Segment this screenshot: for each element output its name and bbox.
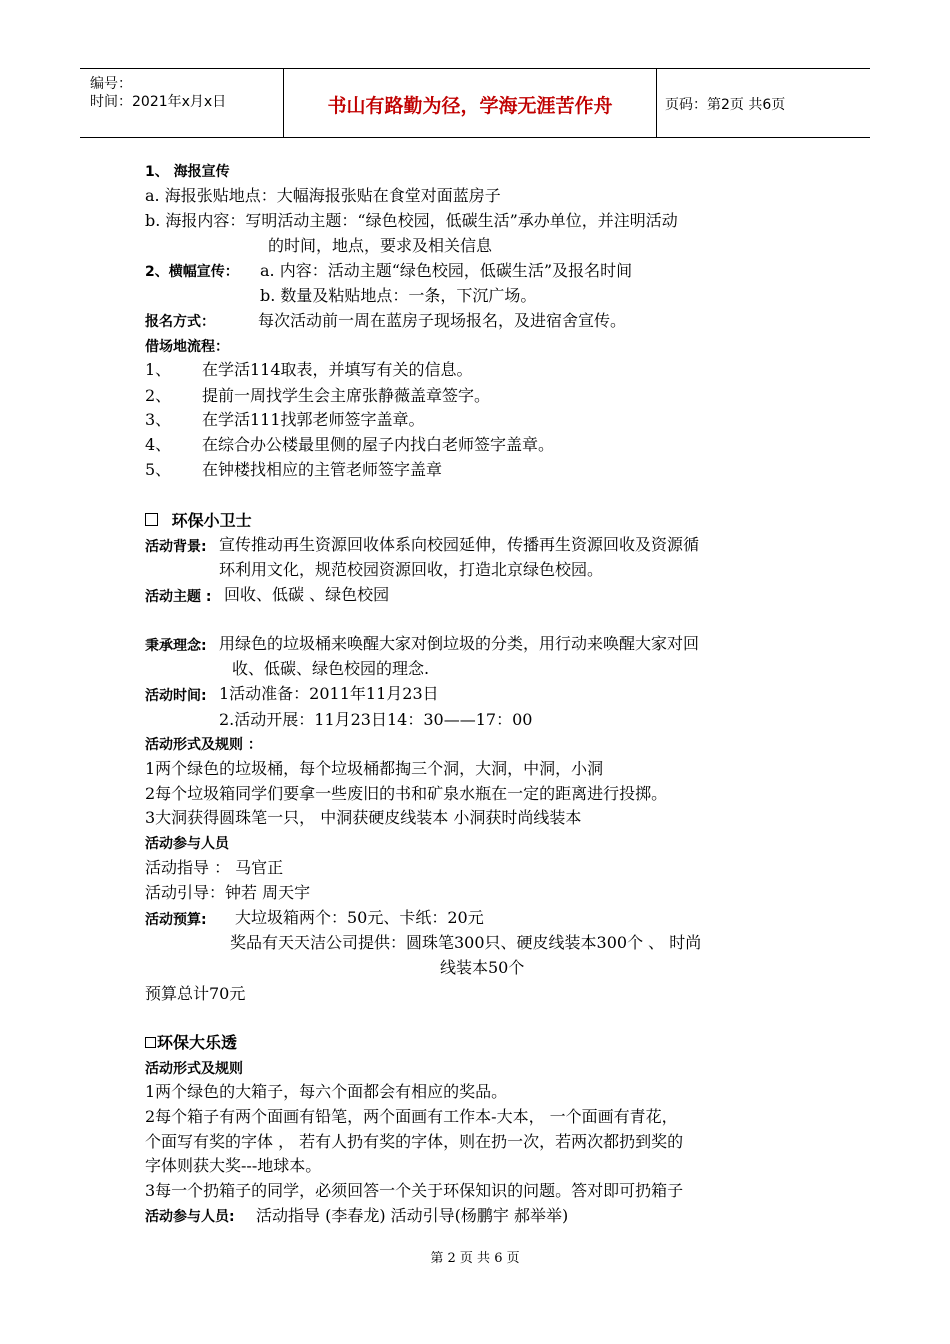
step-num: 5、 (145, 460, 172, 479)
theme-label: 活动主题 : (145, 589, 212, 605)
step-num: 3、 (145, 410, 172, 429)
theme-text: 回收、低碳 、绿色校园 (224, 585, 390, 604)
rule-item: 1两个绿色的垃圾桶，每个垃圾桶都掏三个洞，大洞，中洞，小洞 (145, 759, 604, 778)
rule-item: 2每个垃圾箱同学们要拿一些废旧的书和矿泉水瓶在一定的距离进行投掷。 (145, 784, 668, 803)
page-footer: 第 2 页 共 6 页 (430, 1251, 520, 1266)
time-label: 时间：2021年x月x日 (90, 94, 227, 110)
step-text: 在学活111找郭老师签字盖章。 (202, 410, 425, 429)
header-meta-cell (80, 69, 284, 137)
idea-line2: 收、低碳、绿色校园的理念. (232, 659, 430, 678)
lotto-rules-label: 活动形式及规则 (145, 1061, 243, 1077)
motto: 书山有路勤为径，学海无涯苦作舟 (327, 95, 613, 117)
section3-title (145, 1033, 237, 1053)
section2-title-text: 环保小卫士 (171, 511, 252, 530)
background-line2: 环利用文化，规范校园资源回收，打造北京绿色校园。 (219, 560, 604, 579)
header-motto-cell (284, 69, 657, 137)
time-label: 活动时间: (145, 688, 207, 704)
number-label: 编号： (90, 76, 132, 92)
page-info: 页码：第2页 共6页 (665, 97, 786, 113)
header-page-cell (657, 69, 870, 137)
background-label: 活动背景: (145, 539, 207, 555)
prize-line2: 线装本50个 (440, 958, 525, 977)
step-text: 在钟楼找相应的主管老师签字盖章 (202, 460, 443, 479)
lotto-rule-2-line2: 个面写有奖的字体 ， 若有人扔有奖的字体，则在扔一次，若两次都扔到奖的 (145, 1132, 684, 1151)
banner-b: b. 数量及粘贴地点：一条，下沉广场。 (260, 286, 537, 305)
checkbox-square-icon (145, 513, 158, 526)
signup-text: 每次活动前一周在蓝房子现场报名，及进宿舍宣传。 (258, 311, 627, 330)
budget-label: 活动预算: (145, 912, 207, 928)
time-line2: 2.活动开展：11月23日14：30——17：00 (219, 710, 533, 729)
idea-label: 秉承理念: (145, 638, 207, 654)
lotto-rule-3: 3每一个扔箱子的同学，必须回答一个关于环保知识的问题。答对即可扔箱子 (145, 1181, 684, 1200)
poster-b-line2: 的时间，地点，要求及相关信息 (268, 236, 493, 255)
people-label: 活动参与人员 (145, 836, 229, 852)
signup-label: 报名方式： (145, 314, 215, 330)
time-line1: 1活动准备：2011年11月23日 (219, 684, 439, 703)
page-header (80, 68, 870, 138)
poster-b-line1: b. 海报内容：写明活动主题：“绿色校园，低碳生活”承办单位，并注明活动 (145, 211, 678, 230)
lotto-rule-2-line3: 字体则获大奖---地球本。 (145, 1156, 322, 1175)
step-text: 提前一周找学生会主席张静薇盖章签字。 (202, 386, 491, 405)
banner-label: 2、横幅宣传： (145, 264, 239, 280)
section2-title (145, 511, 252, 531)
checkbox-square-icon (145, 1037, 156, 1048)
step-text: 在学活114取表，并填写有关的信息。 (202, 360, 473, 379)
poster-title: 1、 海报宣传 (145, 164, 230, 180)
budget-total: 预算总计70元 (145, 984, 246, 1003)
step-num: 4、 (145, 435, 172, 454)
lead-line: 活动引导：钟若 周天宇 (145, 883, 311, 902)
idea-line1: 用绿色的垃圾桶来唤醒大家对倒垃圾的分类，用行动来唤醒大家对回 (219, 634, 700, 653)
lotto-people-text: 活动指导 (李春龙) 活动引导(杨鹏宇 郝举举) (256, 1206, 569, 1225)
venue-label: 借场地流程： (145, 339, 229, 355)
budget-text: 大垃圾箱两个：50元、卡纸：20元 (235, 908, 484, 927)
poster-a: a. 海报张贴地点：大幅海报张贴在食堂对面蓝房子 (145, 186, 501, 205)
lotto-people-label: 活动参与人员: (145, 1209, 235, 1225)
lotto-rule-2-line1: 2每个箱子有两个面画有铅笔，两个面画有工作本-大本， 一个面画有青花， (145, 1107, 678, 1126)
step-num: 2、 (145, 386, 172, 405)
banner-a: a. 内容：活动主题“绿色校园，低碳生活”及报名时间 (260, 261, 633, 280)
background-line1: 宣传推动再生资源回收体系向校园延伸，传播再生资源回收及资源循 (219, 535, 700, 554)
section3-title-text: 环保大乐透 (157, 1033, 238, 1052)
prize-line1: 奖品有天天洁公司提供：圆珠笔300只、硬皮线装本300个 、 时尚 (230, 933, 702, 952)
guide-line: 活动指导 ： 马官正 (145, 858, 284, 877)
rule-item: 3大洞获得圆珠笔一只， 中洞获硬皮线装本 小洞获时尚线装本 (145, 808, 582, 827)
rules-label: 活动形式及规则 ： (145, 737, 262, 753)
step-text: 在综合办公楼最里侧的屋子内找白老师签字盖章。 (202, 435, 555, 454)
lotto-rule-1: 1两个绿色的大箱子，每六个面都会有相应的奖品。 (145, 1082, 508, 1101)
step-num: 1、 (145, 360, 172, 379)
